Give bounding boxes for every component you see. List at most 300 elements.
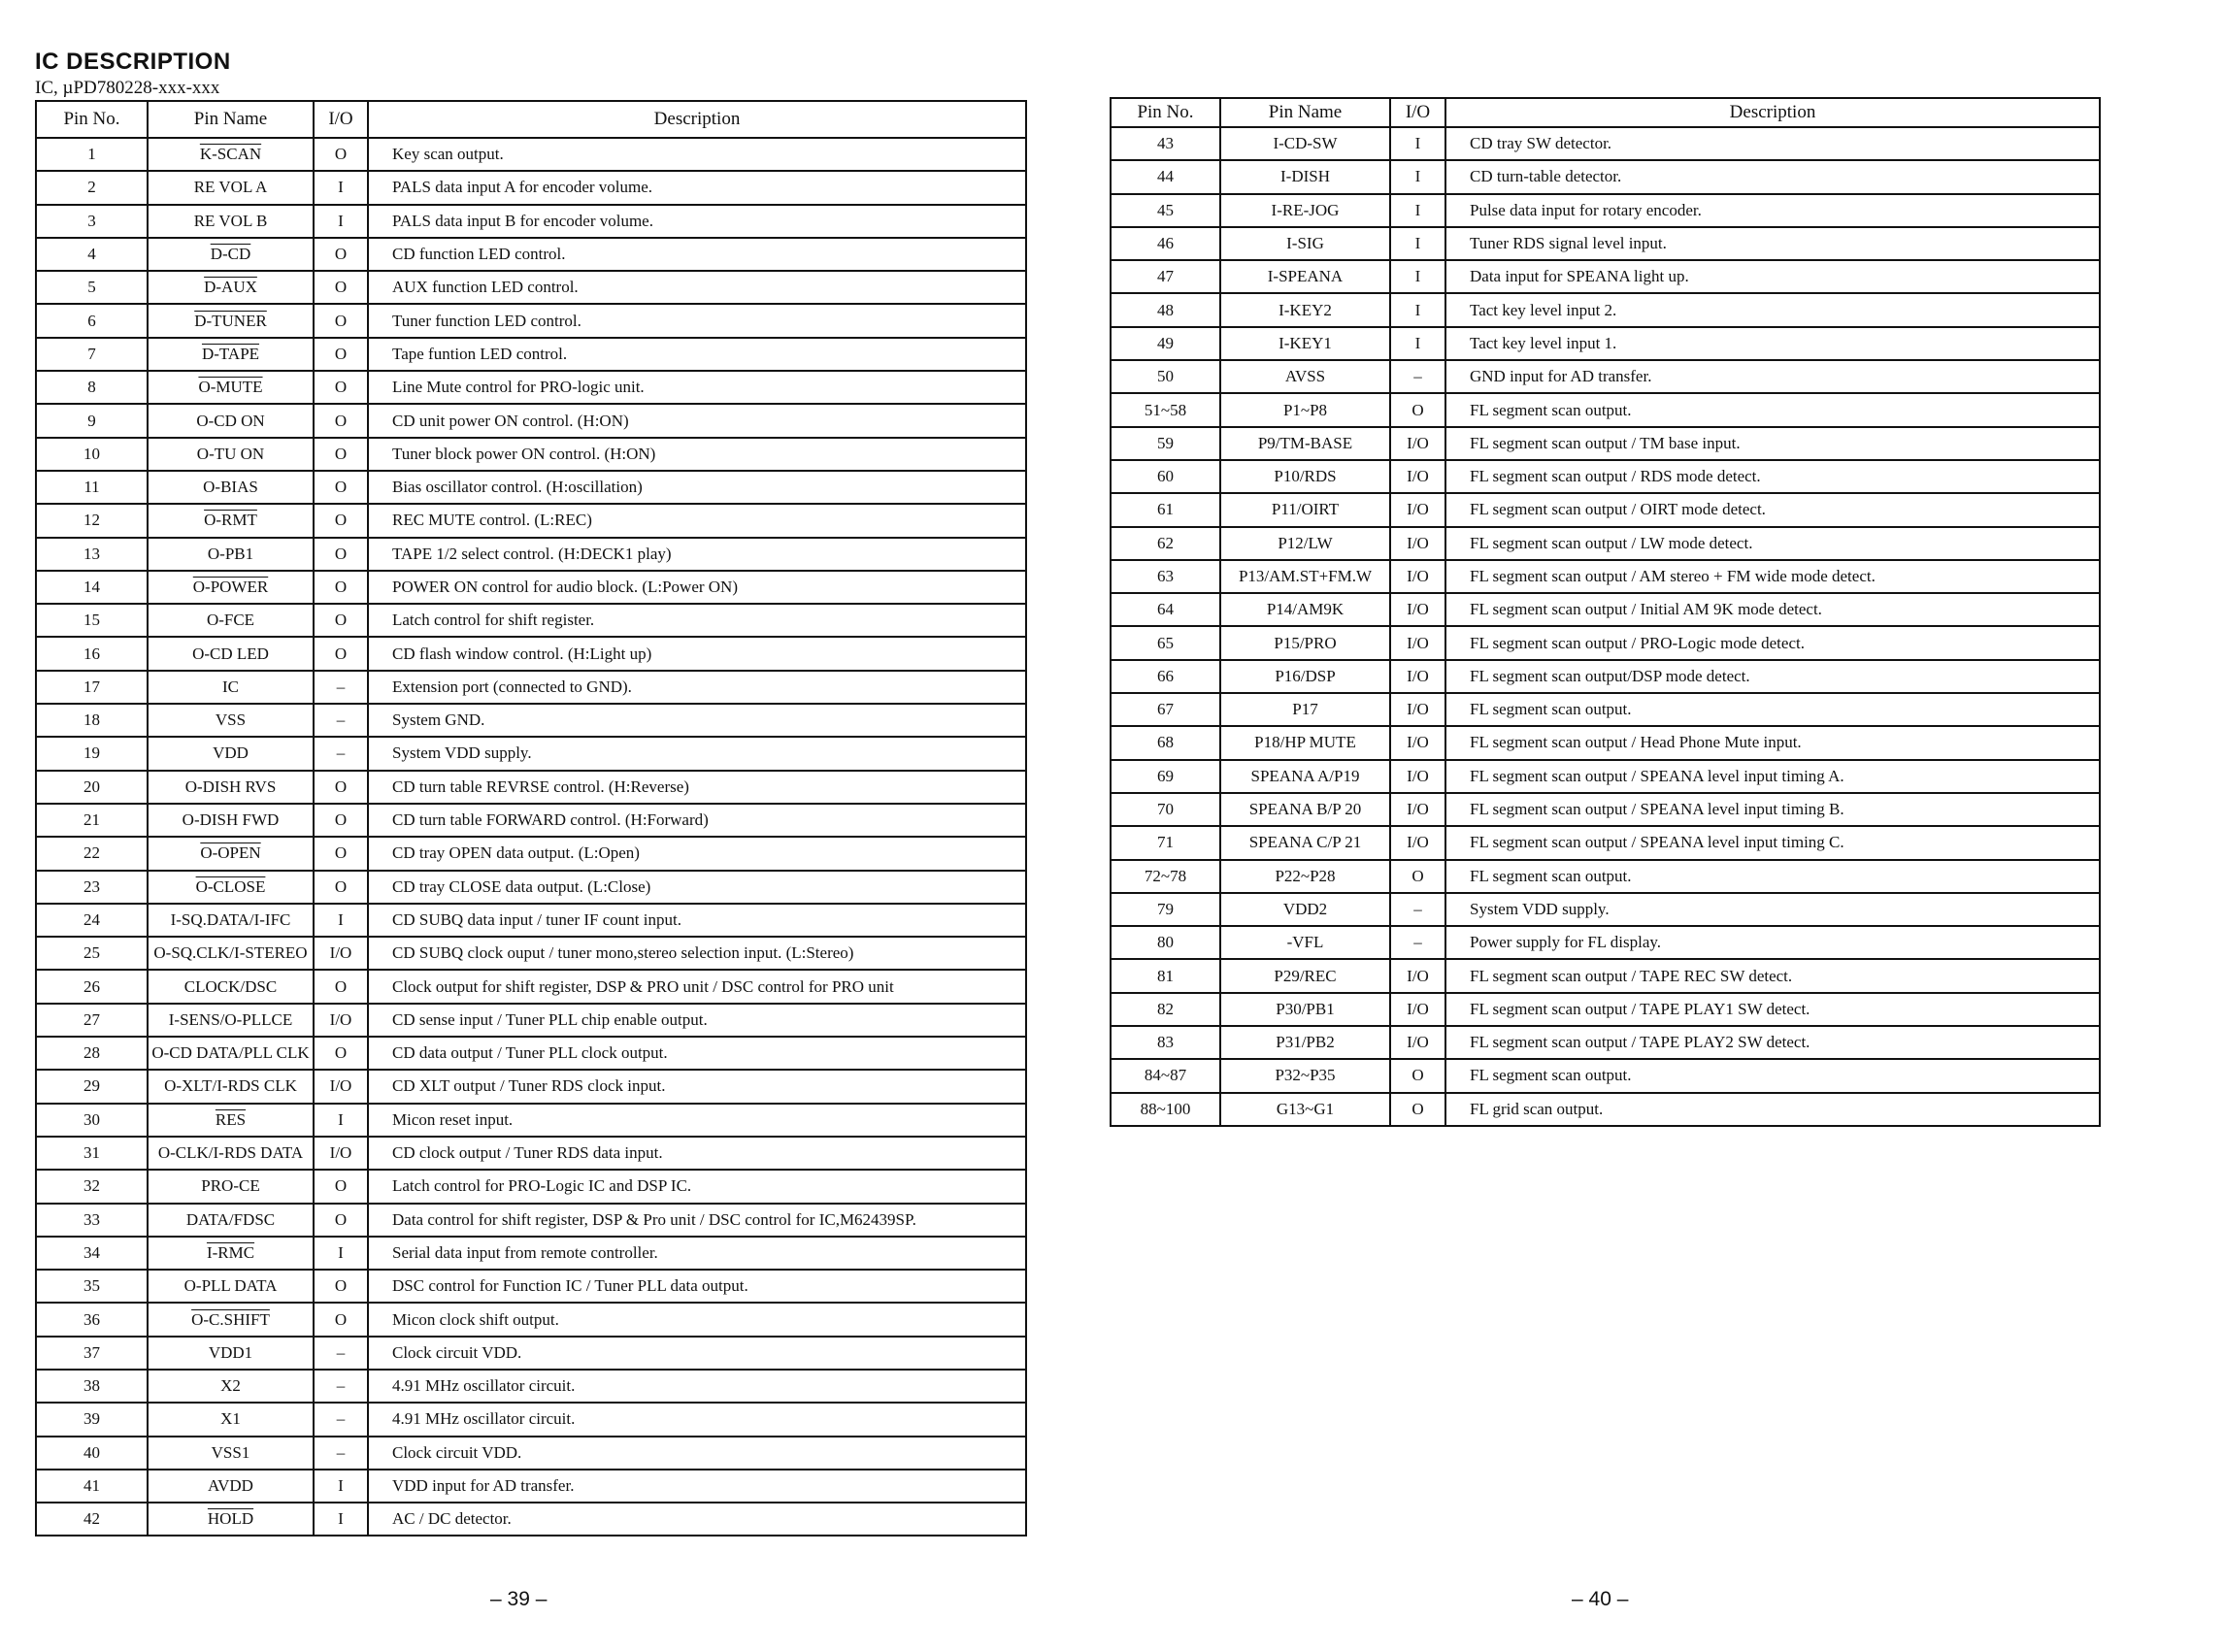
pin-number-text: 16 [83,644,100,663]
description-cell [368,1237,1026,1270]
table-row [1111,926,2100,959]
pin-number-cell [1111,926,1220,959]
table-row [1111,360,2100,393]
table-row [1111,527,2100,560]
description-text: FL segment scan output. [1470,700,1632,719]
pin-number-text: 9 [87,411,96,430]
col-description: Description [368,101,1026,138]
pin-name-text: CLOCK/DSC [183,976,278,996]
table-row [36,671,1026,704]
io-text: – [336,1409,346,1429]
pin-name-text: O-RMT [204,511,257,530]
pin-number-cell [1111,793,1220,826]
pin-number-text: 5 [87,278,96,297]
table-row [36,970,1026,1003]
description-text: POWER ON control for audio block. (L:Power ON) [392,578,738,596]
table-row [1111,760,2100,793]
pin-name-text: I-DISH [1280,167,1330,186]
description-cell [368,704,1026,737]
io-text: – [1413,899,1422,918]
table-row [36,1204,1026,1237]
pin-name-text: P30/PB1 [1276,999,1335,1018]
description-text: AUX function LED control. [392,278,579,297]
description-cell [1445,926,2100,959]
pin-name-text: P32~P35 [1275,1066,1336,1085]
io-text: – [336,1376,346,1396]
io-cell [314,970,368,1003]
pin-name-text: I-SPEANA [1267,267,1344,286]
table-row [1111,1026,2100,1059]
pin-number-text: 72~78 [1144,866,1187,885]
io-text: O [334,478,348,497]
pin-number-text: 83 [1157,1033,1174,1052]
io-text: O [334,1176,348,1196]
pin-table-left-body [36,138,1026,1536]
io-text: I/O [1407,600,1429,619]
pin-number-cell [36,904,148,937]
pin-name-text: O-PLL DATA [183,1276,278,1296]
description-cell [368,471,1026,504]
pin-name-cell [148,1004,314,1037]
pin-name-text: RE VOL B [193,211,268,230]
description-cell [1445,660,2100,693]
description-cell [368,304,1026,337]
pin-name-cell [148,604,314,637]
table-row [1111,194,2100,227]
pin-number-text: 80 [1157,933,1174,952]
pin-name-text: P14/AM9K [1266,600,1345,619]
table-row [1111,959,2100,992]
description-cell [368,671,1026,704]
io-text: I [1414,234,1421,253]
pin-name-cell [148,737,314,770]
description-cell [368,438,1026,471]
description-text: Tape funtion LED control. [392,344,568,363]
io-cell [314,1004,368,1037]
io-cell [314,771,368,804]
pin-number-text: 50 [1157,367,1174,386]
pin-number-text: 37 [83,1342,100,1362]
pin-number-text: 41 [83,1476,100,1496]
col-pin-name: Pin Name [148,101,314,138]
description-cell [368,271,1026,304]
pin-number-cell [1111,460,1220,493]
table-row [1111,660,2100,693]
pin-name-cell [148,171,314,204]
pin-name-text: P9/TM-BASE [1257,433,1353,452]
pin-number-text: 25 [83,943,100,963]
pin-name-cell [148,704,314,737]
description-text: Clock output for shift register, DSP & PRO unit / DSC control for PRO unit [392,976,894,996]
pin-name-cell [1220,160,1390,193]
io-cell [1390,993,1445,1026]
pin-name-cell [148,238,314,271]
pin-name-cell [1220,427,1390,460]
pin-number-cell [36,1237,148,1270]
pin-number-cell [1111,560,1220,593]
description-text: REC MUTE control. (L:REC) [392,511,592,530]
page-number-right: – 40 – [1572,1588,1629,1610]
io-cell [314,1237,368,1270]
pin-name-cell [148,1237,314,1270]
pin-name-text: VDD [213,743,249,763]
description-text: Tact key level input 2. [1470,300,1617,319]
io-text: I/O [1407,966,1429,985]
io-cell [1390,560,1445,593]
description-cell [1445,893,2100,926]
pin-number-text: 33 [83,1209,100,1229]
pin-number-cell [1111,360,1220,393]
pin-name-cell [148,438,314,471]
pin-number-text: 69 [1157,766,1174,785]
io-text: I [1414,333,1421,352]
description-text: FL segment scan output / TAPE REC SW detect. [1470,966,1793,985]
table-row [1111,1059,2100,1092]
description-cell [368,238,1026,271]
description-text: CD tray CLOSE data output. (L:Close) [392,876,651,896]
table-row [1111,127,2100,160]
pin-number-text: 59 [1157,433,1174,452]
pin-number-text: 51~58 [1144,400,1187,419]
pin-name-text: P22~P28 [1275,866,1336,885]
table-row [36,1004,1026,1037]
pin-number-cell [36,205,148,238]
table-row [36,1104,1026,1137]
description-cell [368,1070,1026,1103]
io-cell [314,338,368,371]
table-row [36,438,1026,471]
io-text: – [336,1342,346,1362]
pin-number-cell [1111,427,1220,460]
description-text: GND input for AD transfer. [1470,367,1652,386]
description-text: FL segment scan output / SPEANA level input timing B. [1470,800,1844,819]
io-cell [314,871,368,904]
table-row [36,1337,1026,1370]
description-cell [1445,726,2100,759]
description-cell [368,1503,1026,1536]
pin-number-text: 1 [87,145,96,164]
pin-name-cell [1220,127,1390,160]
io-cell [314,1303,368,1336]
table-row [36,238,1026,271]
pin-name-text: O-BIAS [203,478,258,497]
description-cell [1445,826,2100,859]
pin-number-cell [36,1470,148,1503]
io-cell [1390,760,1445,793]
pin-name-text: O-MUTE [198,378,263,397]
pin-name-cell [148,1403,314,1436]
io-text: – [336,677,346,696]
pin-name-cell [1220,593,1390,626]
pin-name-cell [1220,260,1390,293]
description-cell [368,904,1026,937]
pin-name-cell [1220,959,1390,992]
table-row [1111,693,2100,726]
description-cell [368,538,1026,571]
pin-number-cell [36,1104,148,1137]
pin-number-text: 49 [1157,333,1174,352]
pin-number-text: 26 [83,976,100,996]
io-cell [1390,194,1445,227]
pin-name-text: O-DISH FWD [182,810,280,830]
description-cell [1445,527,2100,560]
pin-number-text: 30 [83,1109,100,1129]
io-cell [1390,427,1445,460]
pin-number-text: 40 [83,1442,100,1462]
description-text: AC / DC detector. [392,1509,512,1529]
pin-name-cell [1220,826,1390,859]
description-cell [1445,393,2100,426]
description-cell [368,171,1026,204]
pin-name-text: PRO-CE [201,1176,260,1196]
pin-number-text: 47 [1157,267,1174,286]
io-text: I/O [329,1143,352,1163]
pin-name-cell [148,1337,314,1370]
pin-number-cell [36,804,148,837]
table-row [36,571,1026,604]
description-text: Power supply for FL display. [1470,933,1662,952]
pin-name-cell [148,904,314,937]
description-cell [1445,1093,2100,1126]
pin-name-text: O-OPEN [200,843,261,863]
pin-name-cell [148,538,314,571]
io-text: I/O [329,943,352,963]
io-cell [314,504,368,537]
io-cell [314,737,368,770]
io-cell [1390,360,1445,393]
col-description: Description [1445,98,2100,127]
description-text: Extension port (connected to GND). [392,677,632,696]
pin-number-text: 7 [87,344,96,363]
description-cell [1445,693,2100,726]
description-text: Tuner RDS signal level input. [1470,234,1667,253]
io-text: I/O [1407,666,1429,685]
pin-number-cell [36,1503,148,1536]
pin-name-text: O-DISH RVS [184,776,277,796]
io-cell [1390,1059,1445,1092]
ic-part-number: IC, µPD780228-xxx-xxx [35,78,220,98]
description-cell [1445,1026,2100,1059]
io-text: I/O [1407,700,1429,719]
pin-number-cell [36,837,148,870]
pin-name-text: SPEANA B/P 20 [1248,800,1362,819]
pin-number-text: 15 [83,611,100,630]
description-cell [368,970,1026,1003]
io-text: O [334,810,348,830]
pin-name-cell [1220,493,1390,526]
pin-number-cell [36,1037,148,1070]
io-cell [314,704,368,737]
pin-name-cell [1220,993,1390,1026]
pin-name-cell [1220,360,1390,393]
table-row [1111,893,2100,926]
io-text: I/O [1407,633,1429,652]
pin-number-cell [36,138,148,171]
pin-number-text: 38 [83,1376,100,1396]
description-text: CD XLT output / Tuner RDS clock input. [392,1076,666,1096]
io-text: O [334,278,348,297]
description-text: CD tray SW detector. [1470,134,1612,153]
io-cell [314,404,368,437]
table-row [1111,460,2100,493]
pin-name-cell [148,504,314,537]
io-cell [314,1037,368,1070]
io-cell [314,238,368,271]
description-text: FL grid scan output. [1470,1099,1604,1118]
pin-name-text: P29/REC [1274,966,1337,985]
pin-number-text: 2 [87,178,96,197]
pin-number-cell [36,970,148,1003]
pin-number-text: 8 [87,378,96,397]
pin-number-cell [1111,826,1220,859]
table-row [1111,626,2100,659]
io-text: O [1411,400,1424,419]
pin-name-text: RE VOL A [193,178,268,197]
io-cell [1390,926,1445,959]
io-text: O [1411,1066,1424,1085]
io-text: I [338,909,344,929]
io-cell [314,438,368,471]
pin-number-cell [36,304,148,337]
description-cell [1445,959,2100,992]
pin-table-right-body [1111,127,2100,1126]
table-row [36,338,1026,371]
pin-number-text: 24 [83,909,100,929]
description-cell [368,138,1026,171]
description-text: Data control for shift register, DSP & Pro unit / DSC control for IC,M62439SP. [392,1209,916,1229]
description-cell [1445,493,2100,526]
pin-number-cell [36,604,148,637]
description-cell [368,1004,1026,1037]
io-cell [1390,893,1445,926]
description-cell [368,737,1026,770]
pin-number-text: 45 [1157,200,1174,219]
pin-number-text: 70 [1157,800,1174,819]
pin-number-cell [1111,660,1220,693]
io-cell [314,538,368,571]
io-text: O [334,311,348,330]
io-text: I/O [1407,999,1429,1018]
pin-number-text: 10 [83,444,100,463]
io-text: I/O [1407,800,1429,819]
pin-name-cell [1220,860,1390,893]
io-text: I [1414,267,1421,286]
pin-number-cell [36,637,148,670]
table-row [36,837,1026,870]
pin-name-cell [1220,227,1390,260]
description-text: FL segment scan output. [1470,400,1632,419]
pin-number-text: 22 [83,843,100,863]
io-text: – [1413,933,1422,952]
description-cell [368,1204,1026,1237]
pin-number-text: 4 [87,245,96,264]
pin-number-cell [1111,693,1220,726]
pin-number-text: 84~87 [1144,1066,1187,1085]
pin-number-cell [1111,160,1220,193]
pin-name-cell [148,1104,314,1137]
io-cell [1390,160,1445,193]
pin-name-text: O-XLT/I-RDS CLK [164,1076,297,1096]
table-row [1111,860,2100,893]
pin-name-cell [1220,926,1390,959]
description-text: PALS data input A for encoder volume. [392,178,653,197]
description-text: 4.91 MHz oscillator circuit. [392,1376,576,1396]
io-text: O [334,843,348,863]
pin-number-cell [1111,726,1220,759]
pin-name-cell [148,937,314,970]
io-text: O [1411,866,1424,885]
description-text: System VDD supply. [1470,899,1610,918]
pin-name-text: K-SCAN [199,145,262,164]
table-row [36,1437,1026,1470]
description-text: FL segment scan output / PRO-Logic mode detect. [1470,633,1805,652]
io-cell [314,637,368,670]
pin-name-text: P12/LW [1278,533,1333,552]
pin-number-cell [36,1070,148,1103]
table-row [36,471,1026,504]
io-cell [314,171,368,204]
pin-name-cell [148,338,314,371]
io-text: I/O [1407,733,1429,752]
pin-number-text: 18 [83,710,100,730]
io-cell [314,937,368,970]
io-cell [314,1204,368,1237]
pin-number-text: 6 [87,311,96,330]
pin-name-cell [148,771,314,804]
io-text: – [336,1442,346,1462]
pin-name-cell [148,571,314,604]
io-cell [314,1403,368,1436]
io-text: I [338,1109,344,1129]
description-cell [368,604,1026,637]
io-text: O [334,611,348,630]
description-text: FL segment scan output / TAPE PLAY2 SW detect. [1470,1033,1810,1052]
description-cell [368,1303,1026,1336]
description-text: CD tray OPEN data output. (L:Open) [392,843,640,863]
description-text: PALS data input B for encoder volume. [392,211,653,230]
pin-name-text: I-SIG [1286,234,1324,253]
io-text: O [334,544,348,563]
pin-number-cell [1111,194,1220,227]
description-text: FL segment scan output. [1470,866,1632,885]
pin-number-text: 3 [87,211,96,230]
description-text: FL segment scan output. [1470,1066,1632,1085]
description-cell [1445,560,2100,593]
pin-number-cell [36,1370,148,1403]
io-cell [314,271,368,304]
pin-name-text: VSS [215,710,247,730]
description-text: FL segment scan output/DSP mode detect. [1470,666,1750,685]
col-pin-no: Pin No. [36,101,148,138]
pin-number-cell [36,504,148,537]
io-text: I/O [1407,567,1429,585]
io-cell [314,1437,368,1470]
pin-name-cell [148,1137,314,1170]
pin-number-text: 19 [83,743,100,763]
pin-number-cell [36,671,148,704]
pin-name-text: X1 [220,1409,241,1429]
pin-number-text: 23 [83,876,100,896]
col-pin-no: Pin No. [1111,98,1220,127]
description-cell [1445,593,2100,626]
io-cell [314,1137,368,1170]
io-cell [314,604,368,637]
pin-number-cell [1111,626,1220,659]
pin-name-text: P31/PB2 [1276,1033,1335,1052]
description-cell [368,837,1026,870]
io-text: I/O [329,1009,352,1029]
io-cell [1390,327,1445,360]
